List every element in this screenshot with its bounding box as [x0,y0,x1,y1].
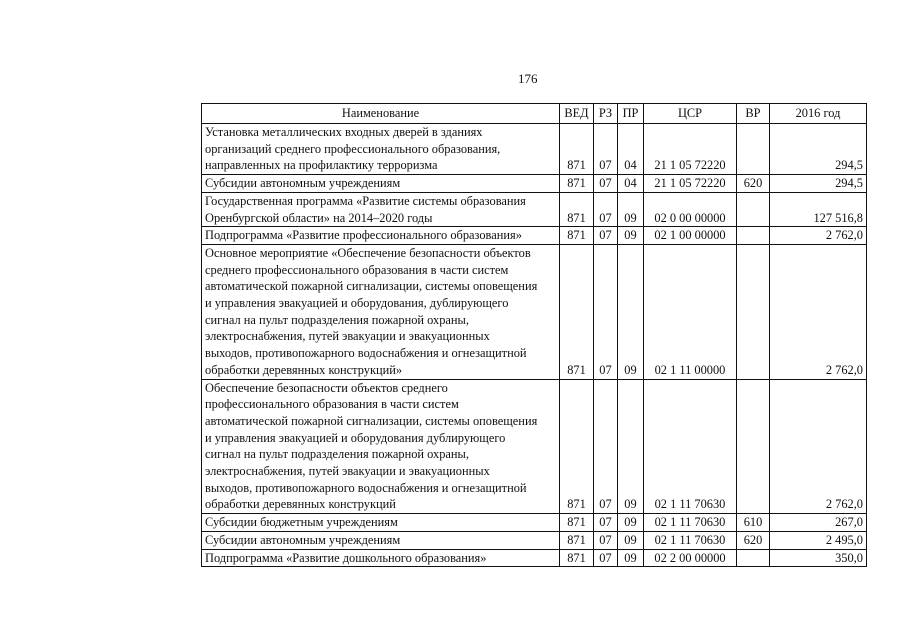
cell-csr: 02 1 00 00000 [644,227,737,245]
row-name-line: электроснабжения, путей эвакуации и эвакуационных [205,464,490,479]
row-name-line: Субсидии бюджетным учреждениям [205,515,398,530]
cell-vr: 620 [737,531,770,549]
cell-ved: 871 [560,531,594,549]
row-name-line: автоматической пожарной сигнализации, системы оповещения [205,413,538,428]
cell-amount: 2 762,0 [770,379,867,514]
cell-pr: 09 [618,379,644,514]
cell-csr: 02 0 00 00000 [644,192,737,226]
cell-ved: 871 [560,175,594,193]
cell-pr: 09 [618,227,644,245]
cell-amount: 294,5 [770,175,867,193]
cell-pr: 09 [618,514,644,532]
row-name [202,192,560,226]
cell-ved: 871 [560,124,594,175]
row-name-line: Обеспечение безопасности объектов среднего [205,380,448,395]
row-name-line: электроснабжения, путей эвакуации и эвакуационных [205,329,490,344]
row-name-line: Субсидии автономным учреждениям [205,532,401,547]
table-row [202,244,867,379]
cell-ved: 871 [560,514,594,532]
cell-amount: 127 516,8 [770,192,867,226]
cell-ved: 871 [560,192,594,226]
header-rz: РЗ [594,104,618,124]
row-name-line: обработки деревянных конструкций» [205,362,403,377]
cell-csr: 21 1 05 72220 [644,175,737,193]
cell-ved: 871 [560,227,594,245]
cell-ved: 871 [560,549,594,567]
row-name [202,175,560,193]
row-name-line: автоматической пожарной сигнализации, системы оповещения [205,279,538,294]
table-row [202,227,867,245]
row-name [202,244,560,379]
row-name-line: Государственная программа «Развитие системы образования [205,193,526,208]
table-body [202,124,867,567]
cell-pr: 04 [618,124,644,175]
row-name [202,124,560,175]
cell-amount: 350,0 [770,549,867,567]
cell-amount: 2 762,0 [770,244,867,379]
table-row [202,379,867,514]
row-name-line: направленных на профилактику терроризма [205,158,438,173]
cell-ved: 871 [560,379,594,514]
header-row [202,104,867,124]
cell-csr: 02 2 00 00000 [644,549,737,567]
cell-amount: 2 495,0 [770,531,867,549]
cell-amount: 294,5 [770,124,867,175]
row-name-line: выходов, противопожарного водоснабжения и огнезащитной [205,480,527,495]
row-name-line: Подпрограмма «Развитие профессионального образования» [205,228,522,243]
row-name [202,227,560,245]
header-ved: ВЕД [560,104,594,124]
row-name [202,514,560,532]
cell-vr [737,227,770,245]
cell-vr [737,549,770,567]
cell-rz: 07 [594,124,618,175]
cell-pr: 09 [618,244,644,379]
cell-vr [737,124,770,175]
cell-rz: 07 [594,227,618,245]
header-pr: ПР [618,104,644,124]
row-name-line: профессионального образования в части систем [205,397,459,412]
cell-rz: 07 [594,192,618,226]
cell-vr [737,379,770,514]
row-name-line: сигнал на пульт подразделения пожарной охраны, [205,312,469,327]
table-row [202,192,867,226]
cell-amount: 267,0 [770,514,867,532]
cell-csr: 02 1 11 70630 [644,379,737,514]
header-vr: ВР [737,104,770,124]
cell-vr: 610 [737,514,770,532]
table-row [202,531,867,549]
row-name-line: среднего профессионального образования в части систем [205,262,509,277]
cell-vr [737,244,770,379]
cell-rz: 07 [594,549,618,567]
row-name-line: и управления эвакуацией и оборудования, дублирующего [205,296,509,311]
cell-vr [737,192,770,226]
cell-csr: 02 1 11 00000 [644,244,737,379]
cell-vr: 620 [737,175,770,193]
cell-amount: 2 762,0 [770,227,867,245]
cell-rz: 07 [594,175,618,193]
row-name-line: Подпрограмма «Развитие дошкольного образования» [205,550,487,565]
cell-pr: 09 [618,531,644,549]
row-name-line: выходов, противопожарного водоснабжения и огнезащитной [205,346,527,361]
row-name-line: Основное мероприятие «Обеспечение безопасности объектов [205,245,531,260]
row-name-line: Установка металлических входных дверей в зданиях [205,125,483,139]
row-name [202,549,560,567]
cell-rz: 07 [594,514,618,532]
budget-table [201,103,867,567]
cell-pr: 04 [618,175,644,193]
cell-ved: 871 [560,244,594,379]
row-name-line: и управления эвакуацией и оборудования дублирующего [205,430,506,445]
row-name-line: сигнал на пульт подразделения пожарной охраны, [205,447,469,462]
table-row [202,175,867,193]
table-row [202,514,867,532]
row-name-line: обработки деревянных конструкций [205,497,396,512]
page-number: 176 [518,71,538,86]
row-name [202,379,560,514]
cell-rz: 07 [594,379,618,514]
cell-csr: 21 1 05 72220 [644,124,737,175]
row-name-line: Оренбургской области» на 2014–2020 годы [205,210,433,225]
header-name: Наименование [202,104,560,124]
table-row [202,549,867,567]
table-row [202,124,867,175]
cell-pr: 09 [618,192,644,226]
cell-rz: 07 [594,531,618,549]
cell-csr: 02 1 11 70630 [644,514,737,532]
header-csr: ЦСР [644,104,737,124]
header-year: 2016 год [770,104,867,124]
row-name-line: Субсидии автономным учреждениям [205,176,401,191]
row-name [202,531,560,549]
row-name-line: организаций среднего профессионального образования, [205,141,501,156]
cell-pr: 09 [618,549,644,567]
cell-csr: 02 1 11 70630 [644,531,737,549]
cell-rz: 07 [594,244,618,379]
